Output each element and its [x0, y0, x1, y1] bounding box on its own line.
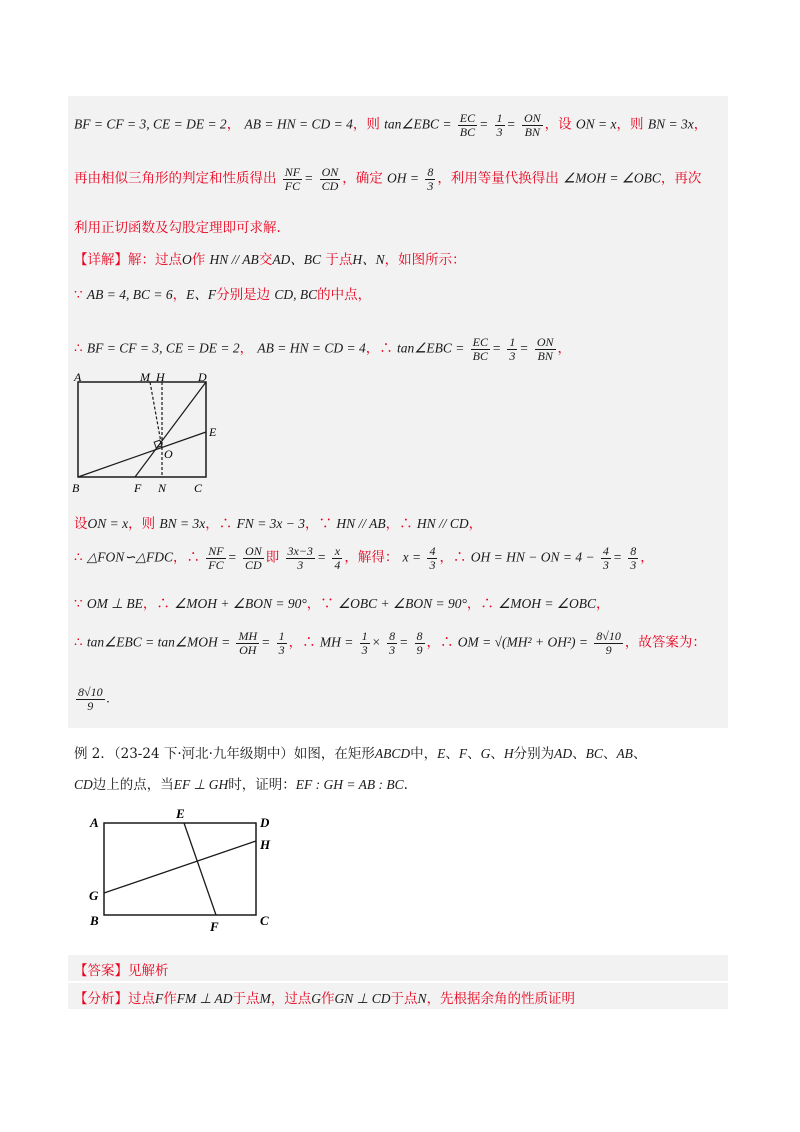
numerator: x — [332, 545, 342, 559]
label-c: C — [260, 913, 269, 928]
fraction — [628, 545, 638, 571]
text: 、 — [572, 746, 586, 762]
text: ，∴ — [172, 549, 200, 566]
equals: = — [399, 634, 409, 650]
denominator: 9 — [87, 698, 94, 713]
label-e: E — [176, 806, 185, 821]
denominator: CD — [321, 178, 339, 193]
text: 分别为 — [513, 746, 555, 762]
text: 即 — [265, 549, 280, 566]
text: ，利用等量代换得出 — [437, 170, 559, 187]
math-expr: AD — [554, 746, 573, 761]
math-expr: AB = HN = CD = 4 — [257, 340, 366, 356]
fraction — [277, 630, 287, 656]
text: . — [403, 777, 408, 793]
fraction — [243, 545, 264, 571]
numerator: 1 — [496, 111, 503, 125]
math-expr: N — [417, 991, 427, 1006]
label-f: F — [210, 919, 219, 934]
segment-mo-dashed — [150, 382, 162, 448]
figure-1-rectangle-diagram — [70, 372, 220, 497]
math-expr: OH = HN − ON = 4 − — [470, 549, 595, 565]
text: 、 — [467, 746, 481, 762]
text: 、 — [445, 746, 459, 762]
numerator: NF — [208, 544, 224, 558]
text: 的中点， — [317, 287, 372, 303]
text: ，∴ — [365, 340, 393, 357]
text: ，则 — [128, 516, 156, 532]
math-expr: ON = x — [575, 116, 617, 132]
fraction — [594, 630, 623, 656]
math-expr: OH = — [387, 170, 420, 186]
numerator: 8 — [389, 629, 396, 643]
text: ， — [596, 596, 610, 612]
text: ，过点 — [270, 991, 312, 1007]
text: ，故答案为： — [624, 634, 706, 651]
period: . — [106, 690, 110, 706]
math-expr: tan∠EBC = — [397, 340, 465, 356]
math-expr: O — [182, 252, 192, 267]
text: 、 — [602, 746, 617, 762]
text: ，解得： — [344, 549, 399, 566]
equals: = — [506, 116, 516, 132]
text: 中， — [410, 746, 438, 762]
numerator: 3x−3 — [287, 544, 313, 558]
segment-be — [78, 432, 206, 477]
fraction — [415, 630, 425, 656]
text: ，∵ — [306, 596, 334, 612]
math-expr: G — [480, 746, 491, 761]
math-expr: AB — [616, 746, 633, 761]
label-n: N — [158, 481, 167, 495]
text: ，∴ — [426, 634, 454, 651]
text: ，∴ — [466, 596, 494, 612]
numerator: ON — [536, 335, 554, 349]
solution-line-8 — [74, 545, 654, 571]
denominator: 3 — [297, 557, 304, 572]
math-expr: BN = 3x — [159, 516, 206, 531]
equals: = — [519, 340, 529, 356]
numerator: ON — [523, 111, 541, 125]
math-expr: tan∠EBC = — [384, 116, 452, 132]
math-expr: EF : GH = AB : BC — [295, 777, 404, 792]
answer-fraction — [76, 686, 105, 712]
fraction — [425, 166, 435, 192]
fraction — [332, 545, 342, 571]
example-2-line-2 — [74, 773, 408, 793]
analysis-label: 【分析】 — [74, 991, 128, 1007]
math-expr: tan∠EBC = tan∠MOH = — [86, 634, 231, 650]
therefore-symbol: ∴ — [74, 634, 83, 651]
denominator: 4 — [334, 557, 341, 572]
text: 于点 — [390, 991, 418, 1007]
math-expr: ABCD — [374, 746, 411, 761]
denominator: 3 — [630, 557, 637, 572]
math-expr: F — [155, 991, 164, 1006]
rectangle-abcd — [78, 382, 206, 477]
math-expr: AB = 4, BC = 6 — [86, 287, 173, 302]
numerator: EC — [459, 111, 476, 125]
text: 过点 — [128, 991, 155, 1007]
math-expr: GN ⊥ CD — [334, 991, 391, 1006]
equals: = — [492, 340, 502, 356]
math-expr: OM = √(MH² + OH²) = — [457, 634, 588, 650]
label-b: B — [90, 913, 99, 928]
text: ，∴ — [205, 516, 233, 532]
text: ，∴ — [385, 516, 413, 532]
label-e: E — [209, 425, 217, 439]
solution-line-5 — [74, 283, 371, 303]
numerator: 1 — [509, 335, 516, 349]
fraction — [206, 545, 225, 571]
text: ，则 — [616, 116, 644, 133]
denominator: BC — [472, 348, 488, 363]
solution-line-3 — [74, 216, 281, 236]
numerator: 4 — [602, 544, 609, 558]
math-expr: MH = — [319, 634, 354, 650]
text: ，再次 — [660, 170, 702, 187]
math-expr: ∠OBC + ∠BON = 90° — [338, 596, 467, 611]
numerator: NF — [284, 165, 301, 179]
solution-line-11 — [74, 686, 110, 712]
text: 再由相似三角形的判定和性质得出 — [74, 170, 277, 187]
denominator: 9 — [605, 642, 612, 657]
math-expr: ∠MOH = ∠OBC — [498, 596, 596, 611]
numerator: 1 — [361, 629, 368, 643]
therefore-symbol: ∴ — [74, 549, 83, 566]
denominator: BN — [537, 348, 553, 363]
text: ，设 — [544, 116, 572, 133]
numerator: EC — [472, 335, 488, 349]
label-f: F — [134, 481, 142, 495]
fraction — [458, 112, 477, 138]
fraction — [236, 630, 259, 656]
math-expr: F — [458, 746, 468, 761]
fraction — [360, 630, 370, 656]
math-expr: E、F — [186, 287, 217, 302]
segment-gh — [104, 841, 256, 893]
answer-line — [74, 959, 169, 979]
text: ，∵ — [305, 516, 333, 532]
label-o: O — [164, 447, 173, 461]
denominator: 3 — [496, 124, 503, 139]
text: 、 — [632, 746, 647, 762]
math-expr: HN // CD — [416, 516, 469, 531]
solution-line-2 — [74, 166, 701, 192]
fraction — [471, 336, 490, 362]
numerator: 8 — [416, 629, 423, 643]
math-expr: G — [311, 991, 322, 1006]
equals: = — [227, 549, 237, 565]
fraction — [535, 336, 556, 362]
denominator: 3 — [429, 557, 436, 572]
fraction — [286, 545, 315, 571]
text: 作 — [163, 991, 177, 1007]
math-expr: ∠MOH = ∠OBC — [563, 170, 661, 186]
text: ，∴ — [142, 596, 170, 612]
text: 分别是边 — [216, 287, 271, 303]
label-b: B — [72, 481, 80, 495]
numerator: 4 — [429, 544, 436, 558]
math-expr: M — [259, 991, 271, 1006]
denominator: FC — [284, 178, 301, 193]
text: ，确定 — [342, 170, 383, 187]
solution-line-7 — [74, 512, 482, 532]
text: ， — [226, 116, 241, 133]
math-expr: BN = 3x — [647, 116, 694, 132]
text: ， — [693, 116, 708, 133]
text: ， — [239, 340, 254, 357]
denominator: BC — [459, 124, 476, 139]
analysis-line — [74, 987, 575, 1007]
fraction — [507, 336, 517, 362]
numerator: 8√10 — [78, 685, 103, 699]
text: ， — [468, 516, 483, 532]
math-expr: HN // AB — [209, 252, 259, 267]
rectangle-abcd — [104, 823, 256, 915]
text: 设 — [74, 516, 88, 532]
denominator: 3 — [427, 178, 434, 193]
math-expr: AD、BC — [272, 252, 322, 267]
label-g: G — [89, 888, 99, 903]
text: 时，证明： — [228, 777, 296, 793]
label-d: D — [260, 815, 270, 830]
math-expr: BF = CF = 3, CE = DE = 2 — [86, 340, 240, 356]
segment-fd — [135, 382, 206, 477]
solution-line-4 — [74, 248, 466, 268]
text: 于点 — [232, 991, 260, 1007]
numerator: ON — [245, 544, 262, 558]
denominator: 3 — [389, 642, 396, 657]
answer-label: 【答案】 — [74, 963, 128, 979]
text: 、 — [490, 746, 504, 762]
math-expr: E — [437, 746, 446, 761]
math-expr: FN = 3x − 3 — [236, 516, 306, 531]
math-expr: EF ⊥ GH — [173, 777, 229, 792]
label-c: C — [194, 481, 203, 495]
math-expr: OM ⊥ BE — [86, 596, 143, 611]
math-expr: BF = CF = 3, CE = DE = 2 — [74, 116, 227, 132]
math-expr: ON = x — [87, 516, 129, 531]
text: ，则 — [352, 116, 380, 133]
because-symbol: ∵ — [74, 596, 83, 612]
equals: = — [304, 170, 314, 186]
numerator: 8√10 — [596, 629, 621, 643]
denominator: 9 — [416, 642, 423, 657]
times: × — [371, 634, 381, 650]
math-expr: AB = HN = CD = 4 — [244, 116, 353, 132]
figure-2-rectangle-diagram — [84, 805, 284, 935]
math-expr: △FON∽△FDC — [86, 549, 173, 565]
numerator: 8 — [427, 165, 434, 179]
label-d: D — [198, 372, 207, 384]
solution-line-6 — [74, 336, 571, 362]
text: ，如图所示： — [384, 252, 466, 268]
equals: = — [479, 116, 489, 132]
math-expr: BC — [585, 746, 603, 761]
text: 例 2．（23-24 下·河北·九年级期中）如图，在矩形 — [74, 746, 375, 762]
equals: = — [612, 549, 622, 565]
numerator: 8 — [630, 544, 637, 558]
therefore-symbol: ∴ — [74, 340, 83, 357]
fraction — [427, 545, 437, 571]
denominator: 3 — [361, 642, 368, 657]
fraction — [495, 112, 505, 138]
denominator: 3 — [509, 348, 516, 363]
math-expr: x = — [402, 549, 422, 565]
fraction — [601, 545, 611, 571]
fraction — [387, 630, 397, 656]
fraction — [522, 112, 543, 138]
denominator: CD — [245, 557, 262, 572]
math-expr: HN // AB — [336, 516, 386, 531]
math-expr: H、N — [352, 252, 385, 267]
right-angle-mark — [154, 440, 162, 448]
text: 解：过点 — [128, 252, 182, 268]
text: ，∴ — [288, 634, 316, 651]
solution-line-1 — [74, 112, 707, 138]
text: 交 — [258, 252, 273, 268]
text: 作 — [321, 991, 335, 1007]
math-expr: ∠MOH + ∠BON = 90° — [174, 596, 307, 611]
denominator: 3 — [602, 557, 609, 572]
text: 作 — [191, 252, 206, 268]
text: 于点 — [325, 252, 353, 268]
label-h: H — [156, 372, 165, 384]
segment-ef — [184, 823, 216, 915]
math-expr: H — [503, 746, 514, 761]
denominator: FC — [208, 557, 224, 572]
math-expr: FM ⊥ AD — [176, 991, 233, 1006]
text: ，先根据余角的性质证明 — [426, 991, 576, 1007]
text: ， — [172, 287, 187, 303]
text: ， — [557, 340, 572, 357]
solution-line-10 — [74, 630, 706, 656]
denominator: OH — [239, 642, 257, 657]
text: ， — [640, 549, 654, 566]
detail-label: 【详解】 — [74, 252, 128, 268]
text: 边上的点，当 — [92, 777, 174, 793]
solution-line-9 — [74, 592, 610, 612]
math-expr: CD, BC — [274, 287, 318, 302]
label-a: A — [90, 815, 99, 830]
because-symbol: ∵ — [74, 287, 83, 303]
equals: = — [261, 634, 271, 650]
answer-text: 见解析 — [128, 963, 169, 979]
math-expr: CD — [74, 777, 93, 792]
fraction — [283, 166, 302, 192]
denominator: BN — [524, 124, 540, 139]
label-h: H — [260, 837, 271, 852]
label-m: M — [140, 372, 150, 384]
numerator: 1 — [278, 629, 285, 643]
example-2-line-1 — [74, 742, 646, 762]
text: ，∴ — [439, 549, 467, 566]
numerator: ON — [321, 165, 339, 179]
fraction — [320, 166, 341, 192]
denominator: 3 — [278, 642, 285, 657]
equals: = — [316, 549, 327, 565]
numerator: MH — [238, 629, 258, 643]
text: 利用正切函数及勾股定理即可求解. — [74, 220, 281, 236]
label-a: A — [74, 372, 82, 384]
